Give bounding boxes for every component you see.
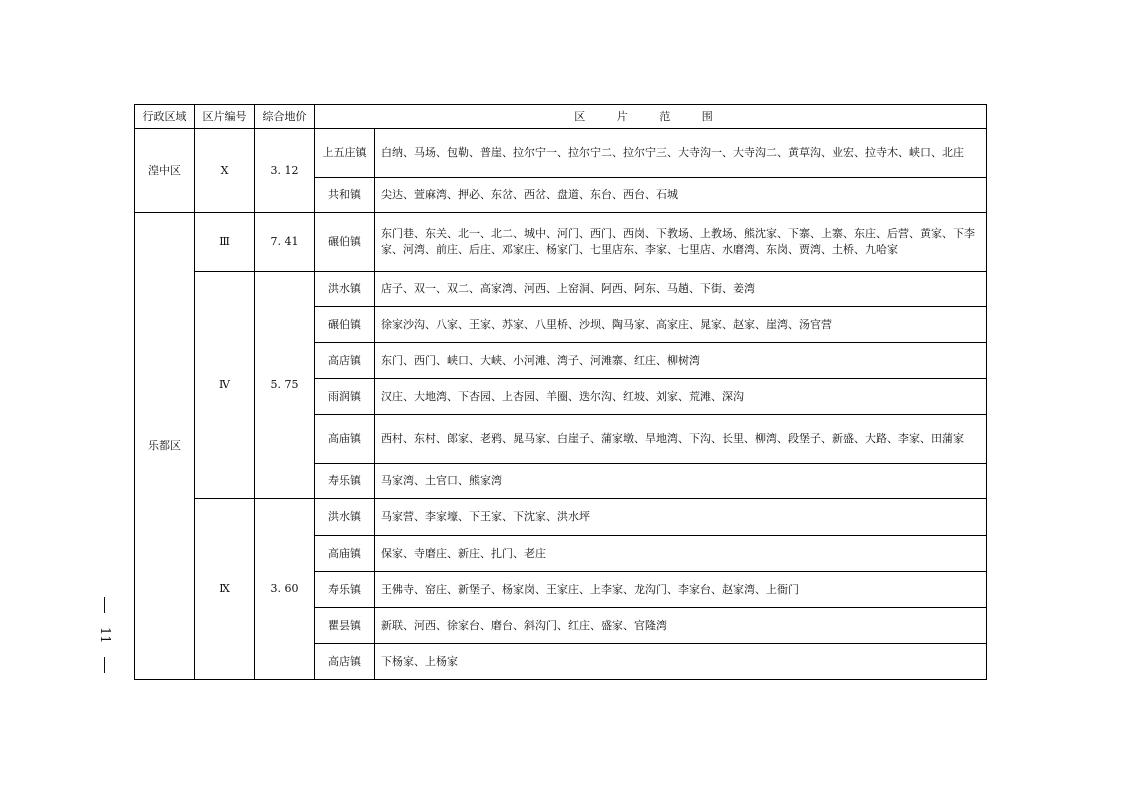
- town-cell: 高店镇: [315, 644, 375, 680]
- district-cell: 乐都区: [135, 213, 195, 680]
- header-district: 行政区域: [135, 105, 195, 129]
- header-price: 综合地价: [255, 105, 315, 129]
- villages-cell: 保家、寺磨庄、新庄、扎门、老庄: [375, 536, 987, 572]
- price-cell: 3. 60: [255, 499, 315, 680]
- page-number-dash-top: [104, 597, 105, 613]
- villages-cell: 西村、东村、郎家、老鸦、晁马家、白崖子、蒲家墩、旱地湾、下沟、长里、柳湾、段堡子、新盛、大路、李家、田蒲家: [375, 415, 987, 464]
- price-cell: 3. 12: [255, 129, 315, 213]
- zone-cell: Ⅸ: [195, 499, 255, 680]
- town-cell: 洪水镇: [315, 499, 375, 536]
- villages-cell: 王佛寺、窑庄、新堡子、杨家岗、王家庄、上李家、龙沟门、李家台、赵家湾、上衙门: [375, 572, 987, 608]
- villages-cell: 新联、河西、徐家台、磨台、斜沟门、红庄、盛家、官隆湾: [375, 608, 987, 644]
- zone-cell: Ⅳ: [195, 272, 255, 499]
- town-cell: 雨润镇: [315, 379, 375, 415]
- town-cell: 高庙镇: [315, 415, 375, 464]
- header-zone: 区片编号: [195, 105, 255, 129]
- page-number-value: 11: [97, 626, 112, 644]
- town-cell: 寿乐镇: [315, 572, 375, 608]
- town-cell: 高庙镇: [315, 536, 375, 572]
- table-row: [135, 272, 987, 307]
- villages-cell: 白纳、马场、包勒、普崖、拉尔宁一、拉尔宁二、拉尔宁三、大寺沟一、大寺沟二、黄草沟、业宏、拉寺木、峡口、北庄: [375, 129, 987, 178]
- town-cell: 共和镇: [315, 178, 375, 213]
- town-cell: 碾伯镇: [315, 307, 375, 343]
- page-number: [97, 597, 111, 673]
- table-row: [135, 213, 987, 272]
- town-cell: 寿乐镇: [315, 464, 375, 499]
- villages-cell: 尖达、萱麻湾、押必、东岔、西岔、盘道、东台、西台、石城: [375, 178, 987, 213]
- district-cell: 湟中区: [135, 129, 195, 213]
- zone-cell: Ⅲ: [195, 213, 255, 272]
- zone-cell: Ⅹ: [195, 129, 255, 213]
- table-row: [135, 129, 987, 178]
- town-cell: 瞿昙镇: [315, 608, 375, 644]
- town-cell: 碾伯镇: [315, 213, 375, 272]
- villages-cell: 东门巷、东关、北一、北二、城中、河门、西门、西岗、下教场、上教场、熊沈家、下寨、上寨、东庄、后营、黄家、下李家、河湾、前庄、后庄、邓家庄、杨家门、七里店东、李家、七里店、水磨湾、东岗、贾湾、土桥、九哈家: [375, 213, 987, 272]
- town-cell: 洪水镇: [315, 272, 375, 307]
- villages-cell: 汉庄、大地湾、下杏园、上杏园、羊圈、迭尔沟、红坡、刘家、荒滩、深沟: [375, 379, 987, 415]
- town-cell: 上五庄镇: [315, 129, 375, 178]
- villages-cell: 东门、西门、峡口、大峡、小河滩、湾子、河滩寨、红庄、柳树湾: [375, 343, 987, 379]
- table-row: [135, 499, 987, 536]
- price-cell: 5. 75: [255, 272, 315, 499]
- villages-cell: 马家营、李家壕、下王家、下沈家、洪水坪: [375, 499, 987, 536]
- table-header-row: [135, 105, 987, 129]
- villages-cell: 下杨家、上杨家: [375, 644, 987, 680]
- land-price-table: [134, 104, 987, 680]
- town-cell: 高店镇: [315, 343, 375, 379]
- villages-cell: 店子、双一、双二、高家湾、河西、上窑洞、阿西、阿东、马趟、下街、姜湾: [375, 272, 987, 307]
- header-range: 区 片 范 围: [315, 105, 987, 129]
- price-cell: 7. 41: [255, 213, 315, 272]
- villages-cell: 徐家沙沟、八家、王家、苏家、八里桥、沙坝、陶马家、高家庄、晁家、赵家、崖湾、汤官营: [375, 307, 987, 343]
- page-number-dash-bottom: [104, 657, 105, 673]
- villages-cell: 马家湾、土官口、熊家湾: [375, 464, 987, 499]
